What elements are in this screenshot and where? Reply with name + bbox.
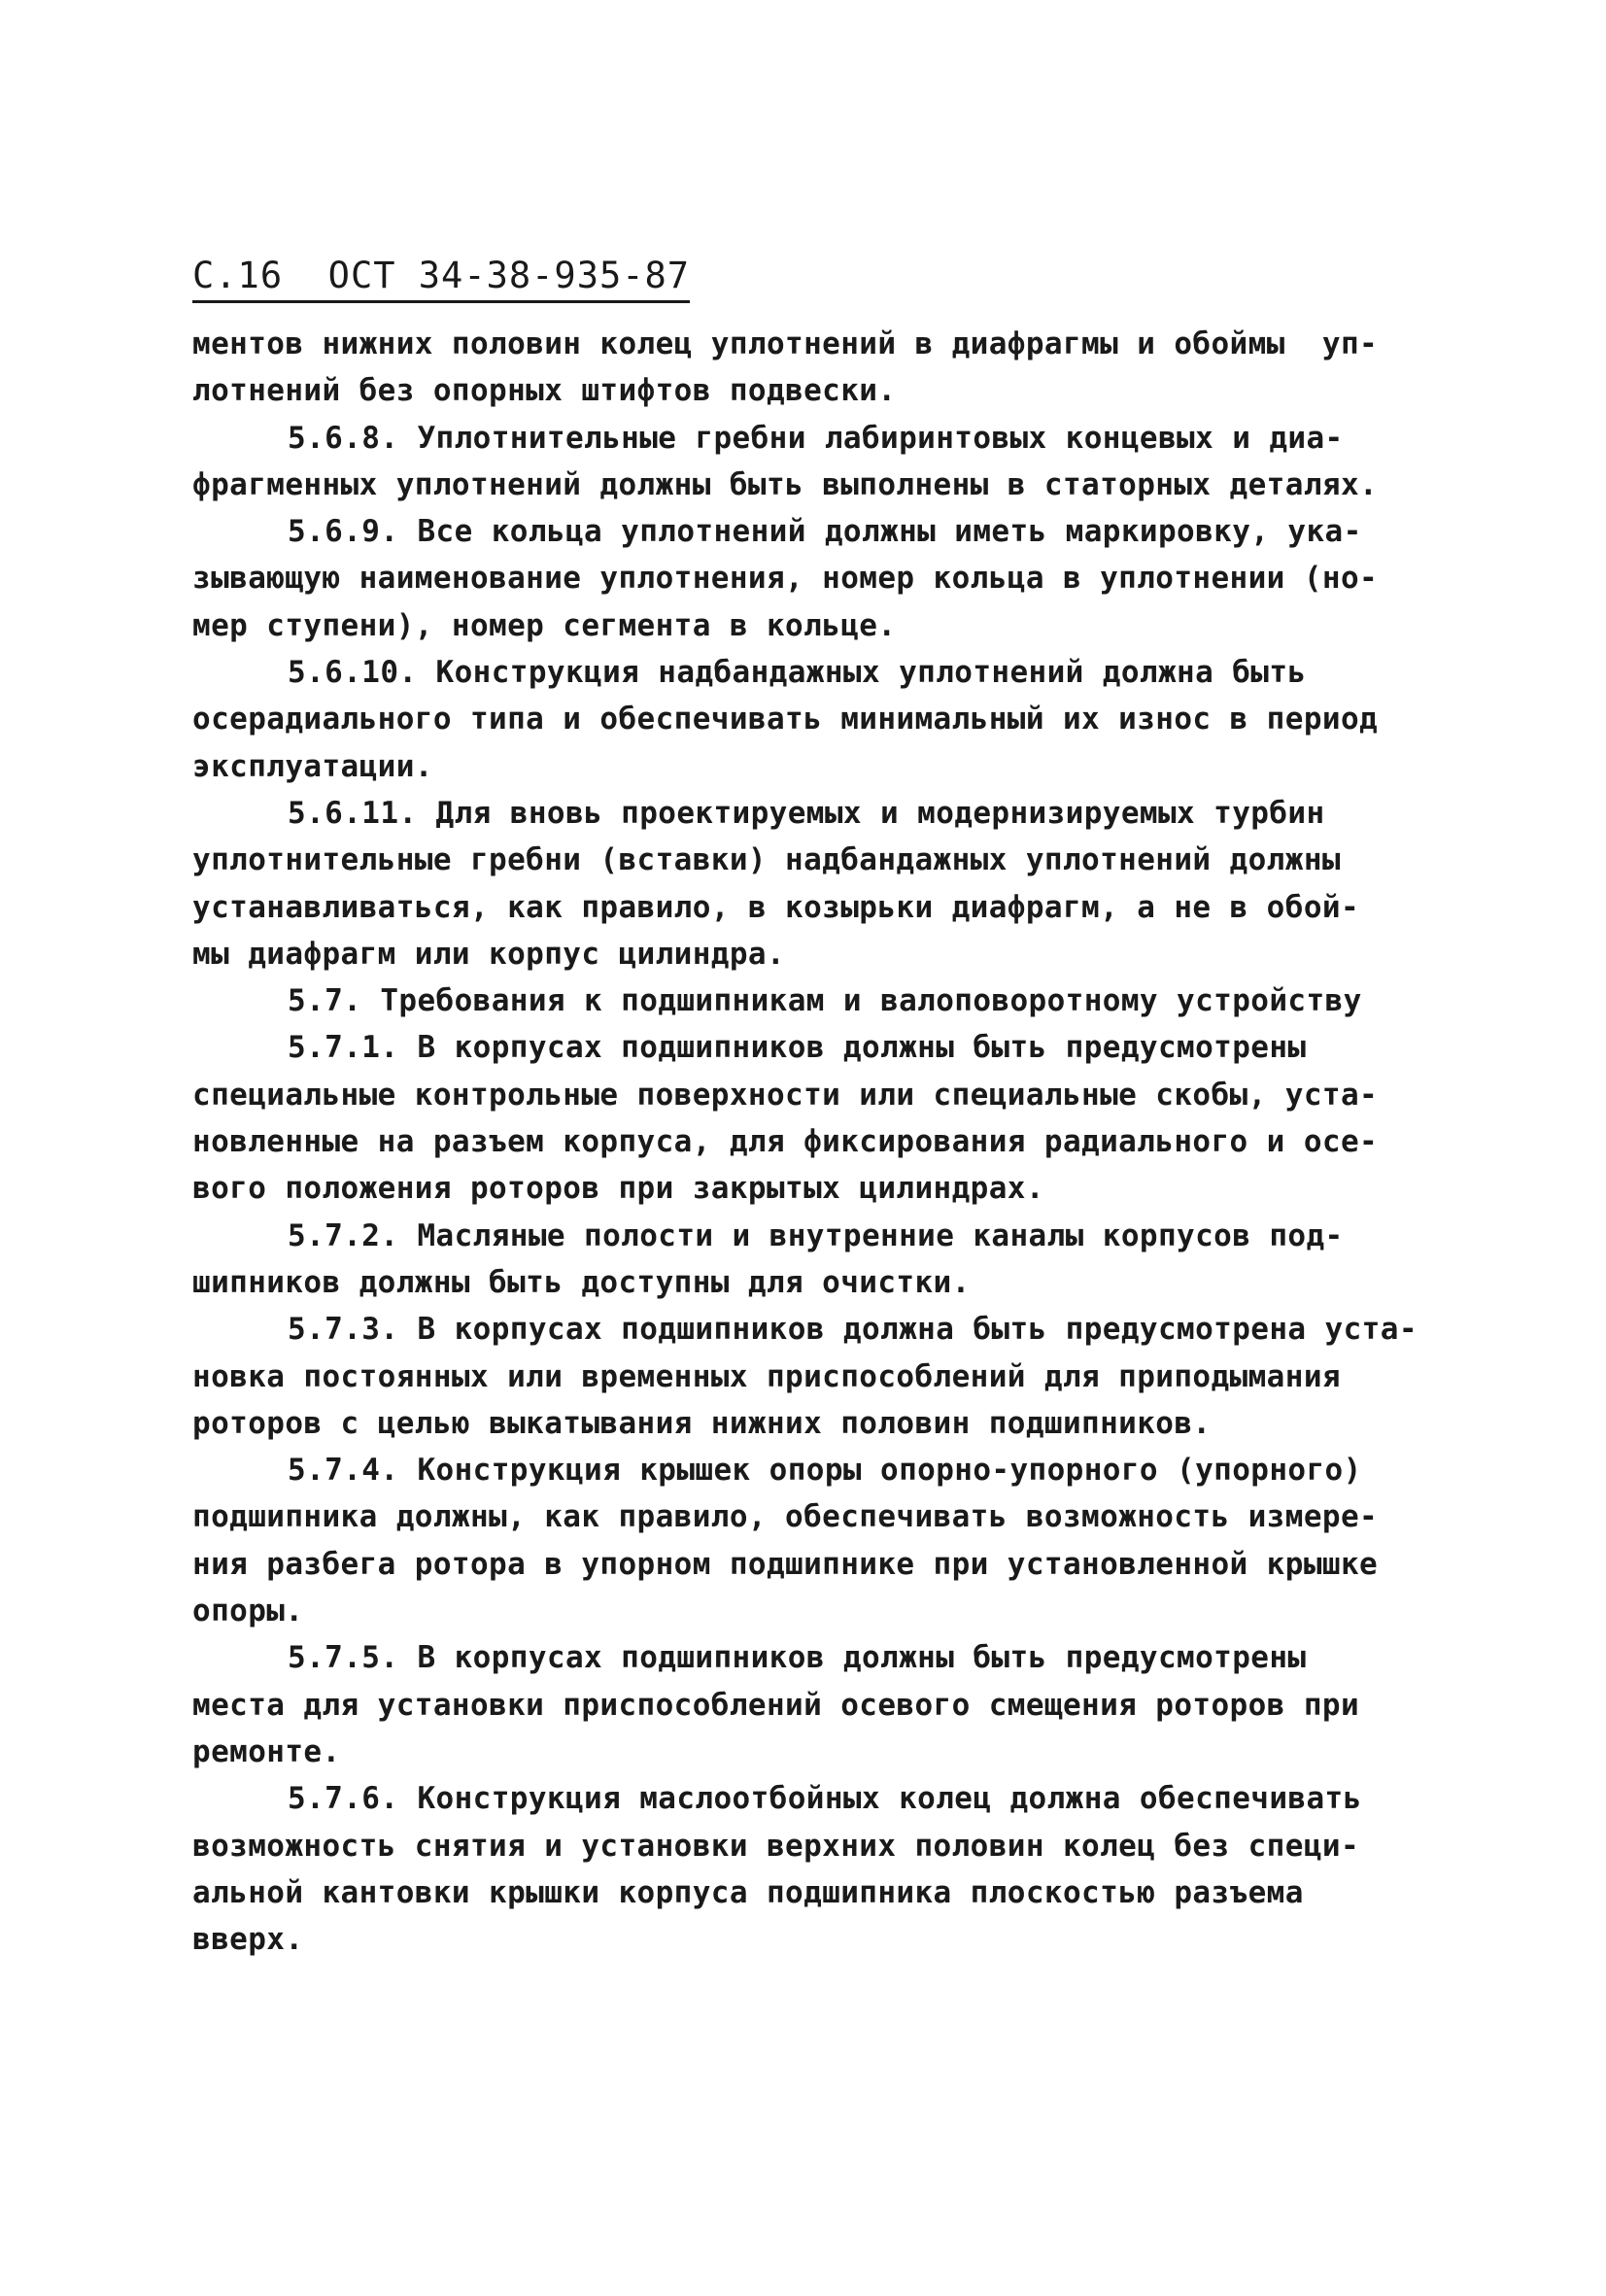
text-line: возможность снятия и установки верхних половин колец без специ-: [192, 1828, 1360, 1864]
text-line: фрагменных уплотнений должны быть выполнены в статорных деталях.: [192, 466, 1379, 502]
text-line: мы диафрагм или корпус цилиндра.: [192, 936, 786, 972]
text-line: альной кантовки крышки корпуса подшипника плоскостью разъема: [192, 1874, 1304, 1910]
text-line: 5.7.1. В корпусах подшипников должны быть предусмотрены: [288, 1030, 1307, 1066]
text-line: 5.7.6. Конструкция маслоотбойных колец должна обеспечивать: [288, 1781, 1362, 1817]
text-line: устанавливаться, как правило, в козырьки диафрагм, а не в обой-: [192, 889, 1360, 925]
text-line: роторов с целью выкатывания нижних половин подшипников.: [192, 1405, 1212, 1441]
text-line: лотнений без опорных штифтов подвески.: [192, 373, 897, 409]
page-number: С.16: [192, 255, 284, 296]
text-line: 5.6.11. Для вновь проектируемых и модернизируемых турбин: [288, 795, 1325, 831]
text-line: 5.7.4. Конструкция крышек опоры опорно-упорного (упорного): [288, 1453, 1362, 1489]
standard-code: ОСТ 34-38-935-87: [327, 255, 691, 296]
text-line: подшипника должны, как правило, обеспечивать возможность измере-: [192, 1499, 1379, 1535]
text-line: осерадиального типа и обеспечивать минимальный их износ в период: [192, 702, 1379, 737]
text-line: новка постоянных или временных приспособлений для приподымания: [192, 1358, 1341, 1394]
text-line: мер ступени), номер сегмента в кольце.: [192, 607, 897, 643]
text-line: 5.6.10. Конструкция надбандажных уплотнений должна быть: [288, 655, 1307, 691]
text-line: 5.7.3. В корпусах подшипников должна быть предусмотрена уста-: [288, 1312, 1418, 1348]
text-line: новленные на разъем корпуса, для фиксирования радиального и осе-: [192, 1124, 1379, 1160]
text-line: ремонте.: [192, 1733, 341, 1769]
text-line: 5.7. Требования к подшипникам и валоповоротному устройству: [288, 983, 1362, 1019]
header-spacer: [283, 255, 328, 296]
text-line: уплотнительные гребни (вставки) надбандажных уплотнений должны: [192, 842, 1341, 878]
text-line: специальные контрольные поверхности или специальные скобы, уста-: [192, 1077, 1379, 1113]
text-line: 5.6.9. Все кольца уплотнений должны иметь маркировку, ука-: [288, 514, 1362, 550]
text-line: 5.7.5. В корпусах подшипников должны быть предусмотрены: [288, 1640, 1307, 1676]
text-line: вого положения роторов при закрытых цилиндрах.: [192, 1171, 1044, 1207]
text-line: места для установки приспособлений осевого смещения роторов при: [192, 1687, 1360, 1723]
text-line: 5.6.8. Уплотнительные гребни лабиринтовых концевых и диа-: [288, 420, 1344, 456]
text-line: ния разбега ротора в упорном подшипнике при установленной крышке: [192, 1546, 1379, 1582]
text-line: эксплуатации.: [192, 748, 433, 784]
body-text: [192, 321, 1485, 1963]
text-line: 5.7.2. Масляные полости и внутренние каналы корпусов под-: [288, 1217, 1344, 1253]
text-line: опоры.: [192, 1593, 304, 1629]
page-header: [192, 255, 690, 303]
text-line: зывающую наименование уплотнения, номер кольца в уплотнении (но-: [192, 561, 1379, 597]
text-line: вверх.: [192, 1922, 304, 1958]
text-line: ментов нижних половин колец уплотнений в диафрагмы и обоймы уп-: [192, 326, 1379, 361]
text-line: шипников должны быть доступны для очистки.: [192, 1264, 971, 1300]
